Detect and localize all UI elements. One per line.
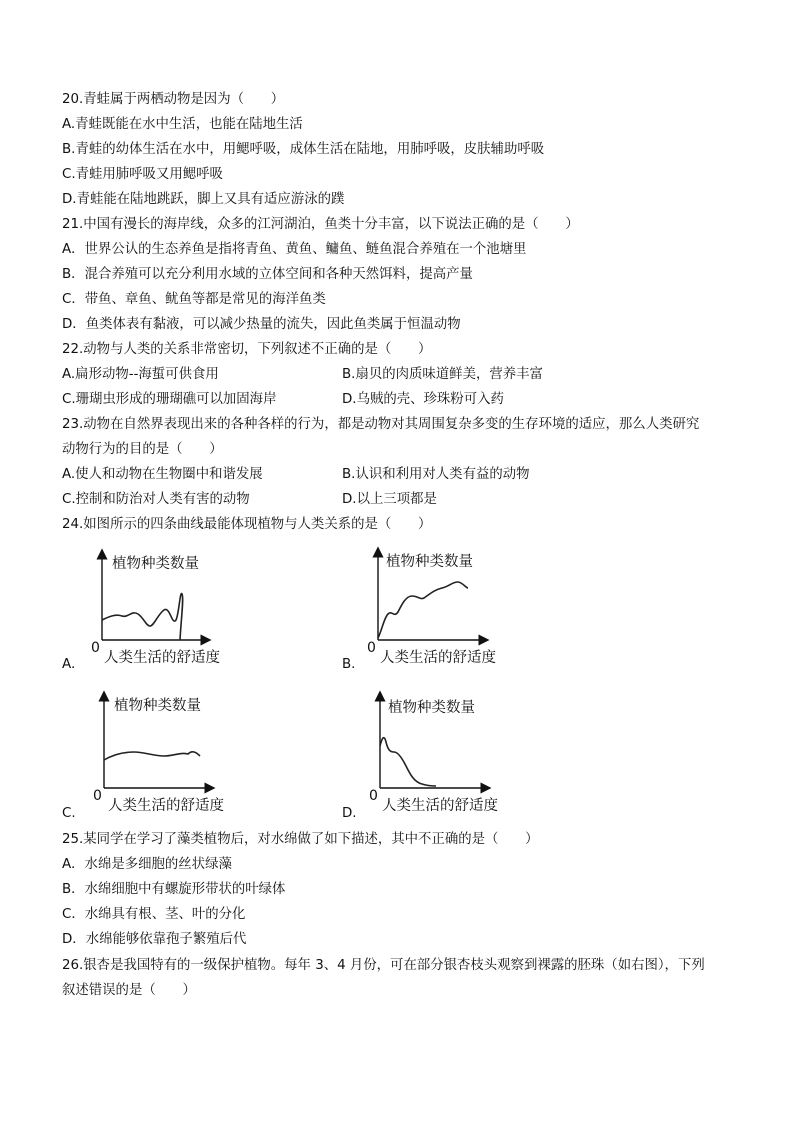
question-25-option-d: D．水绵能够依靠孢子繁殖后代: [62, 932, 247, 947]
graph-c-option-label: C.: [62, 806, 76, 821]
question-26-stem-line2: 叙述错误的是（ ）: [62, 983, 196, 998]
graph-a-y-label: 植物种类数量: [112, 556, 199, 572]
question-22-option-b: B.扇贝的肉质味道鲜美，营养丰富: [342, 367, 543, 382]
graph-d-origin: 0: [369, 788, 378, 804]
graph-b: [362, 548, 522, 673]
graph-b-origin: 0: [367, 640, 376, 656]
question-23-option-a: A.使人和动物在生物圈中和谐发展: [62, 467, 263, 482]
question-25-option-b: B．水绵细胞中有螺旋形带状的叶绿体: [62, 882, 286, 897]
question-23-option-d: D.以上三项都是: [342, 492, 437, 507]
graph-c: [90, 690, 250, 815]
graph-d-x-label: 人类生活的舒适度: [382, 798, 498, 814]
question-22-stem: 22.动物与人类的关系非常密切，下列叙述不正确的是（ ）: [62, 342, 432, 357]
question-21-option-c: C．带鱼、章鱼、鱿鱼等都是常见的海洋鱼类: [62, 292, 326, 307]
question-25-option-c: C．水绵具有根、茎、叶的分化: [62, 907, 246, 922]
graph-b-option-label: B.: [342, 657, 356, 672]
question-21-option-d: D．鱼类体表有黏液，可以减少热量的流失，因此鱼类属于恒温动物: [62, 317, 461, 332]
question-25-stem: 25.某同学在学习了藻类植物后，对水绵做了如下描述，其中不正确的是（ ）: [62, 832, 539, 847]
question-21-option-b: B．混合养殖可以充分利用水域的立体空间和各种天然饵料，提高产量: [62, 267, 473, 282]
graph-a-curve: [102, 594, 183, 640]
graph-c-y-label: 植物种类数量: [114, 698, 201, 714]
graph-b-x-label: 人类生活的舒适度: [380, 650, 496, 666]
question-25-option-a: A．水绵是多细胞的丝状绿藻: [62, 857, 232, 872]
question-20-option-c: C.青蛙用肺呼吸又用鳃呼吸: [62, 167, 223, 182]
question-23-option-b: B.认识和利用对人类有益的动物: [342, 467, 530, 482]
question-24-stem: 24.如图所示的四条曲线最能体现植物与人类关系的是（ ）: [62, 517, 432, 532]
graph-a: [88, 548, 248, 673]
graph-b-curve: [378, 582, 468, 638]
question-26-stem-line1: 26.银杏是我国特有的一级保护植物。每年 3、4 月份，可在部分银杏枝头观察到裸露的胚珠（如右图），下列: [62, 958, 705, 973]
question-20-option-d: D.青蛙能在陆地跳跃，脚上又具有适应游泳的蹼: [62, 192, 345, 207]
question-23-stem-line2: 动物行为的目的是（ ）: [62, 442, 223, 457]
question-22-option-c: C.珊瑚虫形成的珊瑚礁可以加固海岸: [62, 392, 277, 407]
graph-d: [366, 692, 526, 817]
graph-a-origin: 0: [91, 640, 100, 656]
graph-c-x-label: 人类生活的舒适度: [108, 798, 224, 814]
graph-a-x-label: 人类生活的舒适度: [104, 650, 220, 666]
question-20-option-b: B.青蛙的幼体生活在水中，用鳃呼吸，成体生活在陆地，用肺呼吸，皮肤辅助呼吸: [62, 142, 545, 157]
graph-d-curve: [380, 738, 436, 786]
graph-c-origin: 0: [93, 788, 102, 804]
graph-c-curve: [104, 752, 200, 760]
question-22-option-d: D.乌贼的壳、珍珠粉可入药: [342, 392, 504, 407]
question-20-stem: 20.青蛙属于两栖动物是因为（ ）: [62, 92, 285, 107]
graph-d-option-label: D.: [342, 806, 357, 821]
question-22-option-a: A.扁形动物--海蜇可供食用: [62, 367, 219, 382]
graph-a-option-label: A．: [62, 657, 85, 672]
question-23-option-c: C.控制和防治对人类有害的动物: [62, 492, 250, 507]
question-23-stem-line1: 23.动物在自然界表现出来的各种各样的行为，都是动物对其周围复杂多变的生存环境的适应，那么人类研究: [62, 417, 700, 432]
graph-b-y-label: 植物种类数量: [386, 554, 473, 570]
question-21-option-a: A．世界公认的生态养鱼是指将青鱼、黄鱼、鳙鱼、鲢鱼混合养殖在一个池塘里: [62, 242, 527, 257]
question-21-stem: 21.中国有漫长的海岸线，众多的江河湖泊，鱼类十分丰富，以下说法正确的是（ ）: [62, 217, 579, 232]
graph-d-y-label: 植物种类数量: [388, 700, 475, 716]
question-20-option-a: A.青蛙既能在水中生活，也能在陆地生活: [62, 117, 303, 132]
